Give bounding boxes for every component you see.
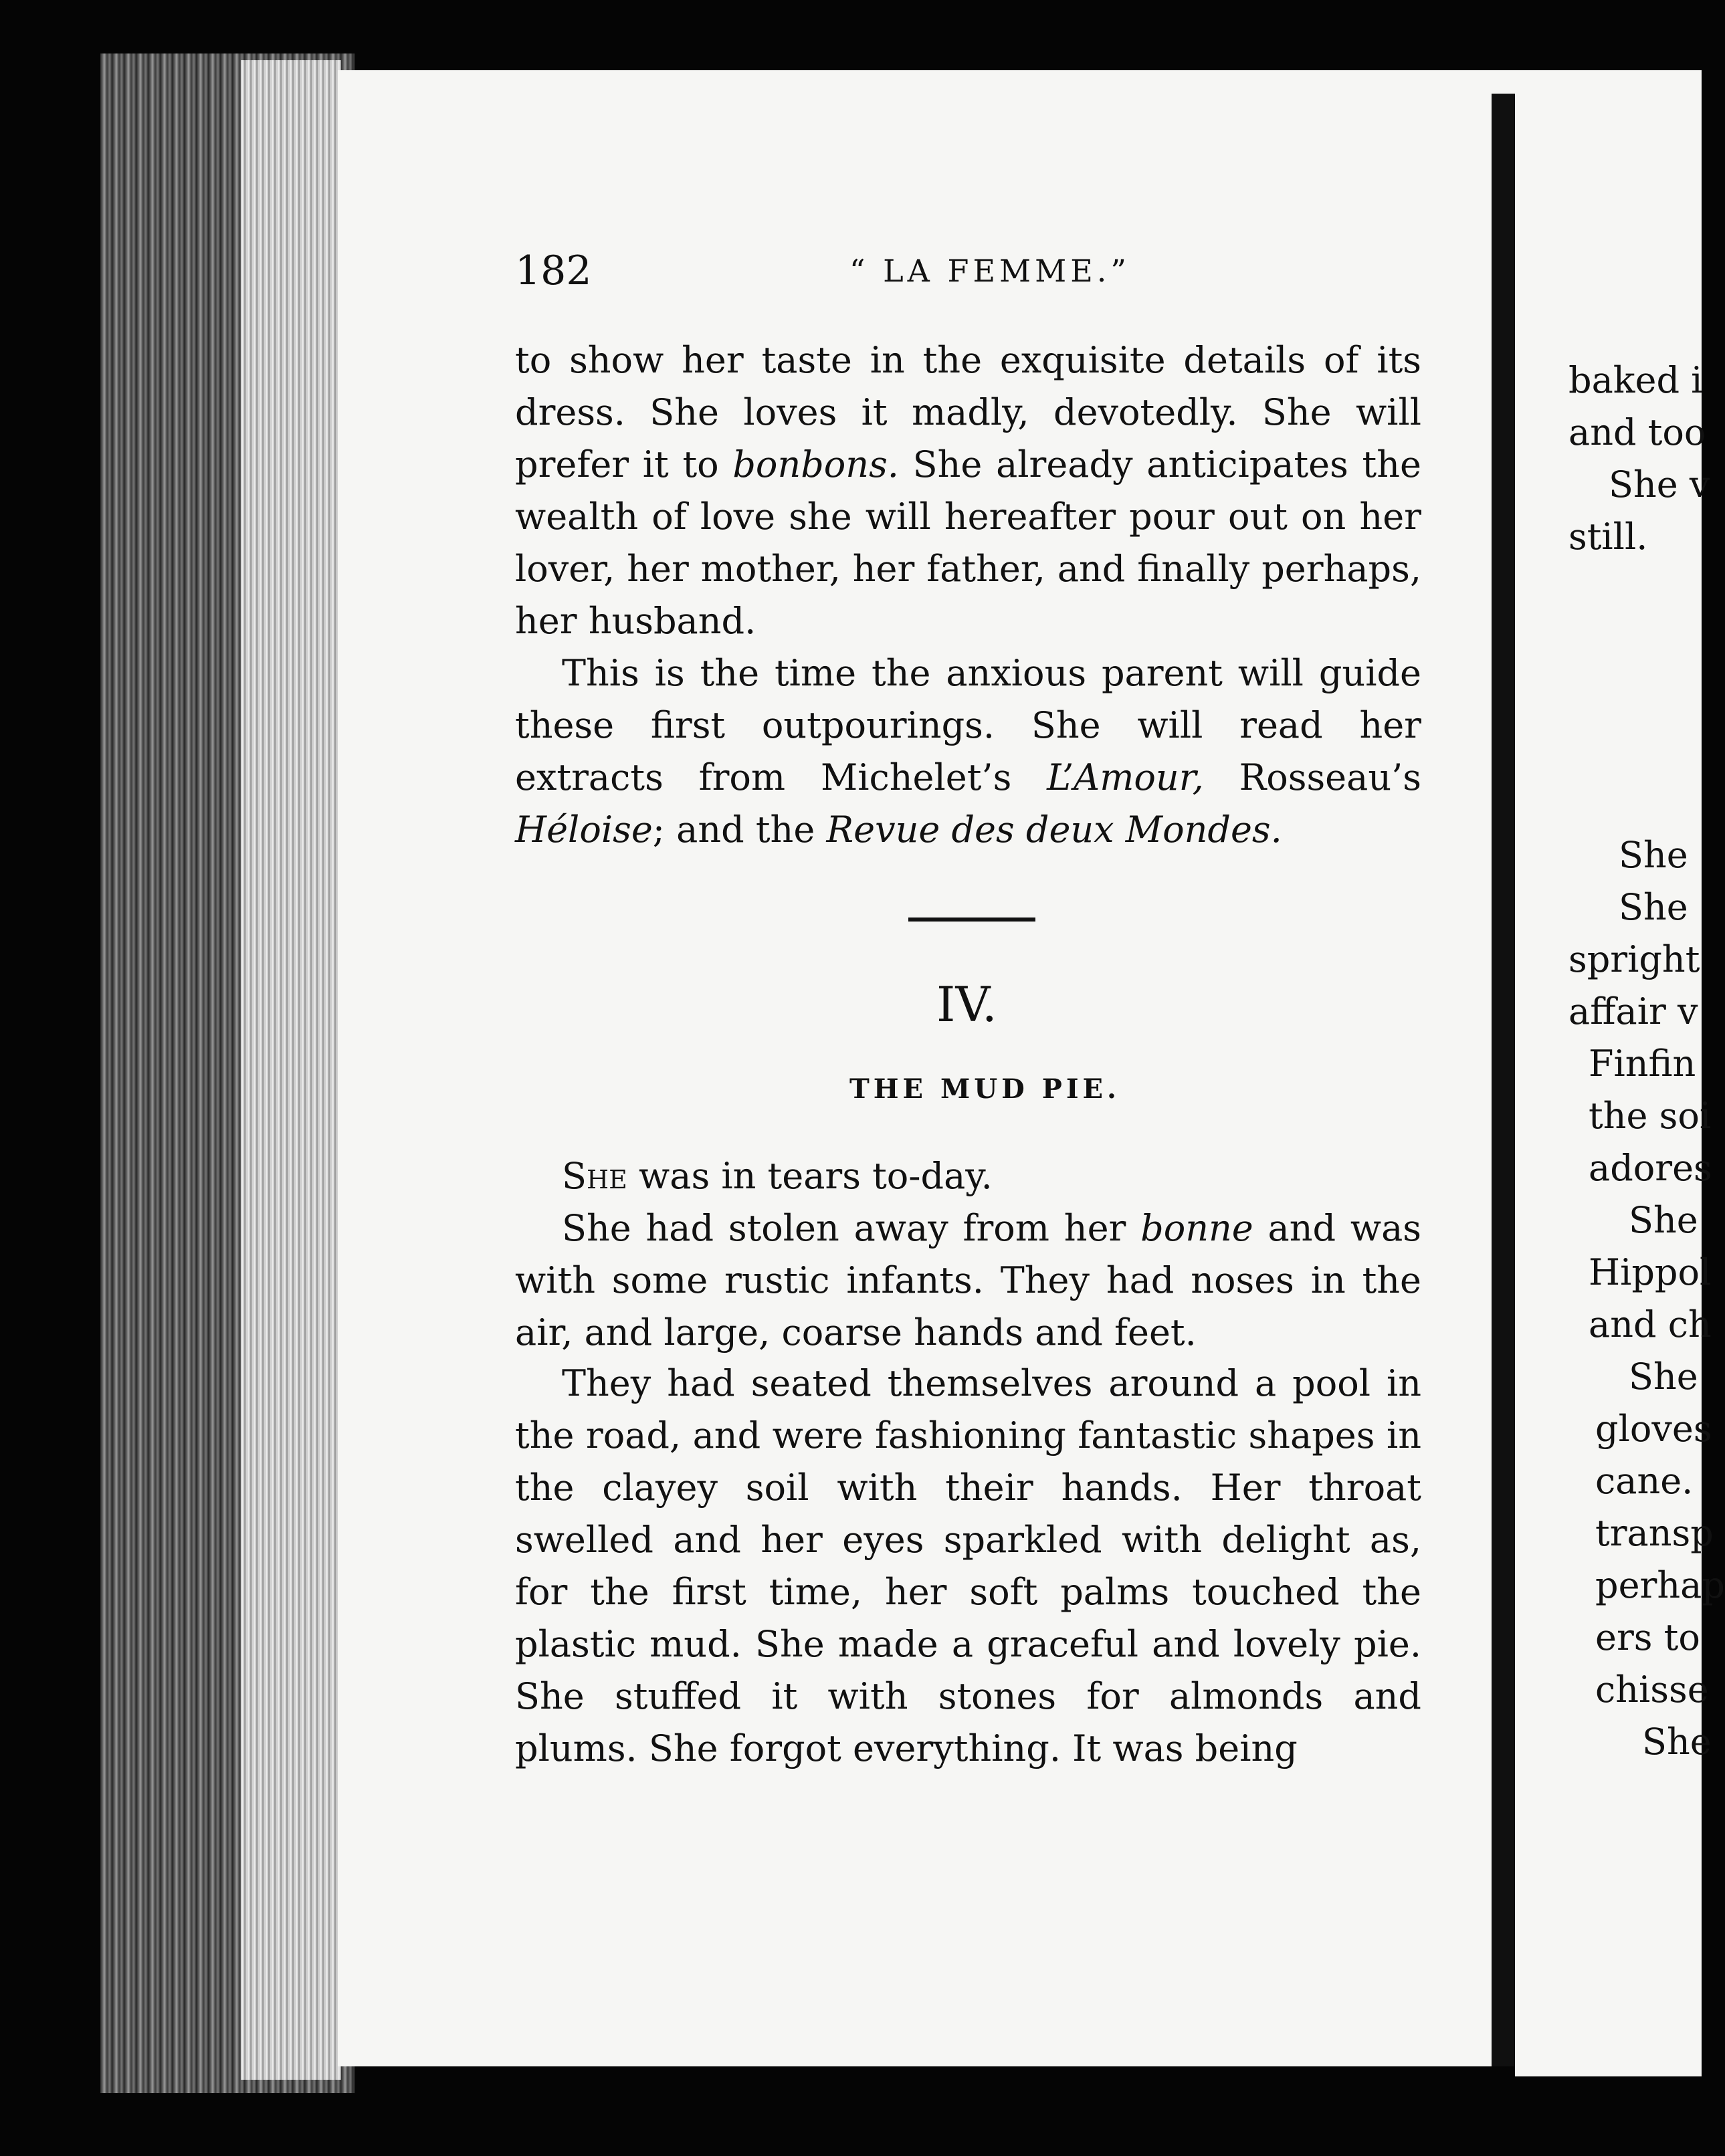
page-header: [515, 247, 1418, 314]
right-page-fragment: still.: [1568, 516, 1648, 558]
section-title: THE MUD PIE.: [849, 1073, 1120, 1105]
right-page-fragment: She: [1619, 886, 1688, 928]
right-page-fragment: She: [1629, 1199, 1698, 1241]
right-page-fragment: baked i: [1568, 359, 1703, 401]
right-page-fragment: She: [1619, 834, 1688, 876]
paragraph-1: to show her taste in the exquisite details of its dress. She loves it madly, devotedly. She will prefer it to bonbons. She already anticipates the wealth of love she will hereafter pour out on her lover, her mother, her father, and finally perhaps, her husband.: [515, 339, 1421, 642]
section-divider: [908, 918, 1035, 922]
right-page-fragment: gloves: [1595, 1408, 1712, 1450]
running-title: “ LA FEMME.”: [849, 253, 1130, 289]
book-gutter: [1492, 94, 1518, 2066]
right-page-fragment: ers to: [1595, 1616, 1700, 1658]
right-page-fragment: She: [1629, 1356, 1698, 1398]
right-page-fragment: cane.: [1595, 1460, 1694, 1502]
book-page-edges-inner: [241, 60, 341, 2080]
right-page-fragment: the soi: [1589, 1095, 1712, 1137]
right-page-fragment: She v: [1609, 463, 1710, 506]
right-page-fragment: She: [1642, 1721, 1712, 1763]
right-page-fragment: and ch: [1589, 1303, 1712, 1345]
right-page-fragment: affair v: [1568, 990, 1698, 1033]
section-paragraph-3: They had seated themselves around a pool in the road, and were fashioning fantastic shapes in the clayey soil with their hands. Her throat swelled and her eyes sparkled with delight as, for the first time, her soft palms touched the plastic mud. She made a graceful and lovely pie. She stuffed it with stones for almonds and plums. She forgot everything. It was being: [515, 1362, 1421, 1769]
right-page-fragment: perhap: [1595, 1564, 1725, 1606]
right-page-fragment: transp: [1595, 1512, 1714, 1554]
right-page-fragment: chisse: [1595, 1668, 1709, 1711]
section-paragraph-1: She was in tears to-day.: [562, 1155, 993, 1197]
page-number: 182: [515, 247, 592, 294]
right-page-fragment: Finfin: [1589, 1043, 1696, 1085]
section-number: IV.: [936, 976, 997, 1033]
section-paragraph-2: She had stolen away from her bonne and was with some rustic infants. They had noses in the air, and large, coarse hands and feet.: [515, 1207, 1422, 1354]
right-page-fragment: Hippol: [1589, 1251, 1712, 1293]
right-page-fragment: adores: [1589, 1147, 1712, 1189]
right-page-fragment: spright: [1568, 938, 1700, 980]
paragraph-2: This is the time the anxious parent will guide these first outpourings. She will read her extracts from Michelet’s L’Amour, Rosseau’s Héloise; and the Revue des deux Mondes.: [515, 652, 1421, 851]
right-page-fragment: and too: [1568, 411, 1706, 453]
